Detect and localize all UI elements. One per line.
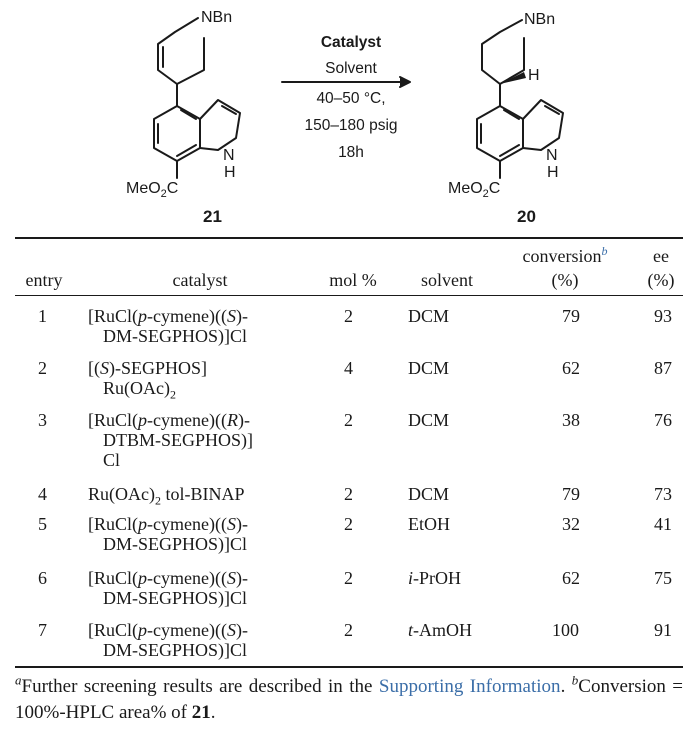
cell-catalyst: $Ru(OAc)_2$ tol-BINAP [88,484,245,508]
cell-catalyst: [RuCl(p-cymene)((S)- [88,568,248,588]
compound-21-label: 21 [203,207,222,226]
cell-solvent: t-AmOH [408,620,473,640]
footnote-b-marker: b [601,244,608,258]
cell-catalyst: [RuCl(p-cymene)((S)- [88,514,248,534]
product-nh-n: N [546,147,558,164]
condition-pressure: 150–180 psig [304,117,398,134]
reactant-nh-n: N [223,147,235,164]
reactant-nbn: NBn [201,9,233,26]
product-nh-h: H [547,164,559,181]
cell-entry: 7 [38,620,47,640]
cell-catalyst: [(S)-SEGPHOS] [88,358,208,378]
cell-ee: 91 [654,620,672,640]
condition-time: 18h [338,144,364,161]
cell-catalyst: [RuCl(p-cymene)((R)- [88,410,250,430]
cell-entry: 1 [38,306,47,326]
cell-ee: 87 [654,358,672,378]
cell-ee: 76 [654,410,672,430]
condition-temperature: 40–50 °C, [316,90,386,107]
cell-entry: 2 [38,358,47,378]
cell-solvent: DCM [408,484,450,504]
cell-conversion: 38 [562,410,580,430]
table-top-rule [15,237,683,239]
cell-conversion: 79 [562,484,580,504]
cell-entry: 6 [38,568,47,588]
cell-mol: 4 [344,358,353,378]
header-ee-unit: (%) [647,270,675,290]
table-bottom-rule [15,666,683,668]
cell-catalyst-line2: DM-SEGPHOS)]Cl [103,588,248,608]
header-mol: mol % [329,270,377,290]
cell-conversion: 32 [562,514,580,534]
footnote-a-end: . [560,676,566,697]
cell-ee: 75 [654,568,672,588]
header-ee: ee [653,246,669,266]
product-ester: MeO$_2$C [448,180,501,200]
cell-mol: 2 [344,568,353,588]
cell-mol: 2 [344,410,353,430]
cell-conversion: 79 [562,306,580,326]
cell-mol: 2 [344,514,353,534]
condition-catalyst: Catalyst [320,34,382,51]
footnote-a-marker: a [15,672,22,688]
cell-solvent: EtOH [408,514,450,534]
header-conversion: conversion$^b$ [522,244,608,266]
table-footnotes [15,674,683,726]
cell-catalyst-line2: DTBM-SEGPHOS)] [103,430,254,450]
header-entry: entry [25,270,63,290]
footnote-b-text: Conversion = 100%-HPLC area% of [15,676,684,723]
footnote-b-end: . [210,702,216,723]
table-header-rule [15,295,683,296]
cell-ee: 41 [654,514,672,534]
reactant-nh-h: H [224,164,236,181]
header-conversion-unit: (%) [551,270,579,290]
cell-conversion: 100 [552,620,579,640]
header-catalyst: catalyst [172,270,228,290]
cell-catalyst-line2: DM-SEGPHOS)]Cl [103,326,248,346]
compound-20-label: 20 [517,207,536,226]
reaction-scheme [0,0,700,236]
reactant-ester: MeO$_2$C [126,180,179,200]
cell-entry: 3 [38,410,47,430]
cell-mol: 2 [344,484,353,504]
condition-solvent: Solvent [325,60,377,77]
cell-catalyst-line2: DM-SEGPHOS)]Cl [103,534,248,554]
cell-conversion: 62 [562,358,580,378]
cell-mol: 2 [344,620,353,640]
header-solvent: solvent [421,270,473,290]
cell-solvent: DCM [408,358,450,378]
footnote-b-compound: 21 [191,702,211,723]
stereo-wedge [500,72,526,84]
cell-solvent: i-PrOH [408,568,462,588]
cell-solvent: DCM [408,306,450,326]
cell-ee: 93 [654,306,672,326]
cell-ee: 73 [654,484,672,504]
cell-catalyst-line2: $Ru(OAc)_2$ [103,378,176,402]
cell-entry: 4 [38,484,47,504]
supporting-information-link[interactable]: Supporting Information [378,676,561,697]
cell-solvent: DCM [408,410,450,430]
cell-catalyst: [RuCl(p-cymene)((S)- [88,306,248,326]
product-stereo-h: H [528,67,540,84]
cell-entry: 5 [38,514,47,534]
cell-catalyst-line3: Cl [103,450,121,470]
cell-catalyst-line2: DM-SEGPHOS)]Cl [103,640,248,660]
cell-catalyst: [RuCl(p-cymene)((S)- [88,620,248,640]
footnote-b-marker: b [571,672,579,688]
cell-conversion: 62 [562,568,580,588]
product-nbn: NBn [524,11,556,28]
cell-mol: 2 [344,306,353,326]
footnote-a-text: Further screening results are described in the [21,676,379,697]
